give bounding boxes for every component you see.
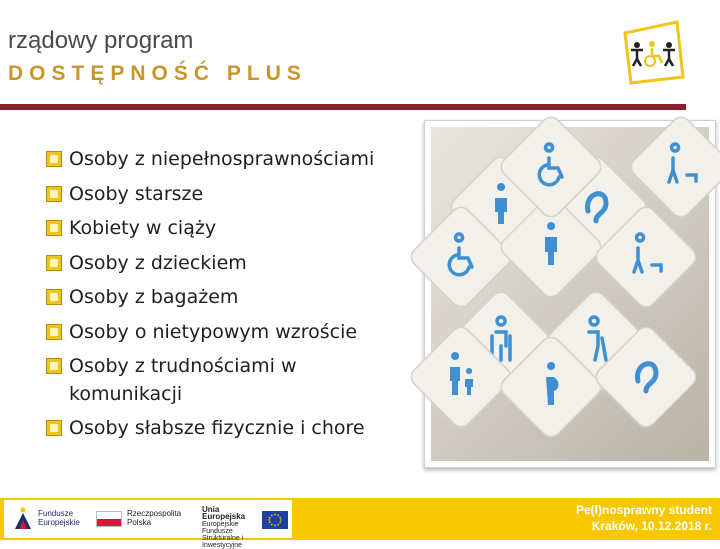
checkbox-bullet-icon	[46, 151, 62, 167]
european-funds-icon	[13, 507, 33, 531]
event-place-date: Kraków, 10.12.2018 r.	[591, 519, 712, 533]
list-item: Kobiety w ciąży	[46, 211, 406, 246]
checkbox-bullet-icon	[46, 420, 62, 436]
checkbox-bullet-icon	[46, 289, 62, 305]
poland-logo-text: Rzeczpospolita Polska	[127, 509, 182, 527]
poland-flag-icon	[96, 511, 122, 527]
checkbox-bullet-icon	[46, 186, 62, 202]
list-item: Osoby z niepełnosprawnościami	[46, 142, 406, 177]
header-divider	[0, 104, 686, 110]
list-item: Osoby słabsze fizycznie i chore	[46, 411, 406, 446]
eu-flag-icon	[262, 511, 288, 529]
funding-logos	[4, 500, 292, 549]
target-groups-list	[46, 142, 406, 446]
event-info	[576, 502, 712, 534]
european-funds-logo-text: Fundusze Europejskie	[38, 509, 80, 527]
checkbox-bullet-icon	[46, 358, 62, 374]
event-name: Pe(ł)nosprawny student	[575, 503, 712, 517]
list-item: Osoby z dzieckiem	[46, 246, 406, 281]
accessibility-pictograms-image	[424, 120, 716, 468]
page-title: rządowy program	[8, 27, 194, 54]
eu-logo-text: Unia Europejska Europejskie Fundusze Strukturalne i Inwestycyjne	[202, 505, 246, 549]
list-item: Osoby z bagażem	[46, 280, 406, 315]
list-item: Osoby starsze	[46, 177, 406, 212]
footer-bar	[0, 498, 720, 549]
program-name: DOSTĘPNOŚĆ PLUS	[8, 62, 307, 85]
list-item: Osoby o nietypowym wzroście	[46, 315, 406, 350]
list-item: Osoby z trudnościami w komunikacji	[46, 349, 406, 411]
checkbox-bullet-icon	[46, 220, 62, 236]
checkbox-bullet-icon	[46, 255, 62, 271]
accessibility-people-logo	[617, 19, 687, 85]
checkbox-bullet-icon	[46, 324, 62, 340]
